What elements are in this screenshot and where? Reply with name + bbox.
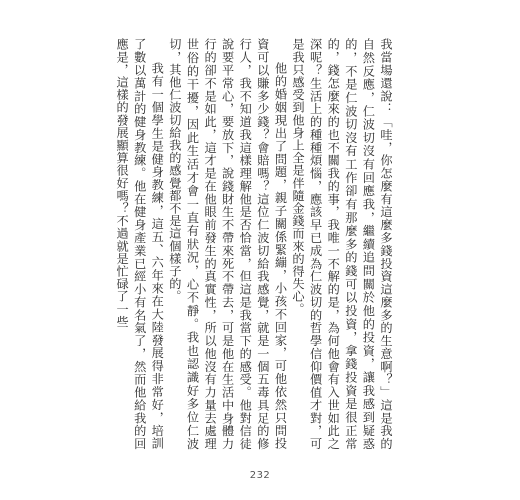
- vertical-text-body: [104, 38, 394, 450]
- page-number: 232: [249, 470, 271, 481]
- paragraph-1: 我當場還說：「哇，你怎麼有這麼多錢投資這麼多的生意啊？」這是我的自然反應，仁波切沒有回應我，繼續追問關於他的投資，讓我感到疑惑的，不是仁波切沒有工作卻有那麼多的錢可以投資，拿錢投資是很正常的，錢怎麼來的也不關我的事，我唯一不解的是，為何他會有入世如此之深呢？生活上的種種煩惱，應該早已成為仁波切的哲學信仰價值才對，可是我只感受到他身上全是伴隨金錢而來的得失心。: [291, 38, 393, 450]
- paragraph-2: 他的婚姻現出了問題，親子關係緊繃，小孩不回家，可他依然只問投資可以賺多少錢？會賠嗎？這位仁波切給我感覺，就是一個五毒具足的修行人，我不知道我這樣理解他是否恰當，但這是我當下的感受。他對信徒說要平常心，要放下，說錢財生不帶來死不帶去，可是他在生活中身體力行的卻不是如此，這才是在他眼前發生的真實性，所以他沒有力量去處理世俗的干擾，因此生活才會一直有狀況，心不靜。我也認識好多位仁波切，其他仁波切給我的感覺都不是這個樣子的。: [167, 38, 288, 450]
- paragraph-3: 我有一個學生是健身教練，這五、六年來在大陸發展得非常好，培訓了數以萬計的健身教練。他在健身產業已經小有名氣了，然而他給我的回應是，這樣的發展顯算很好嗎？不過就是忙碌了一些: [115, 38, 165, 450]
